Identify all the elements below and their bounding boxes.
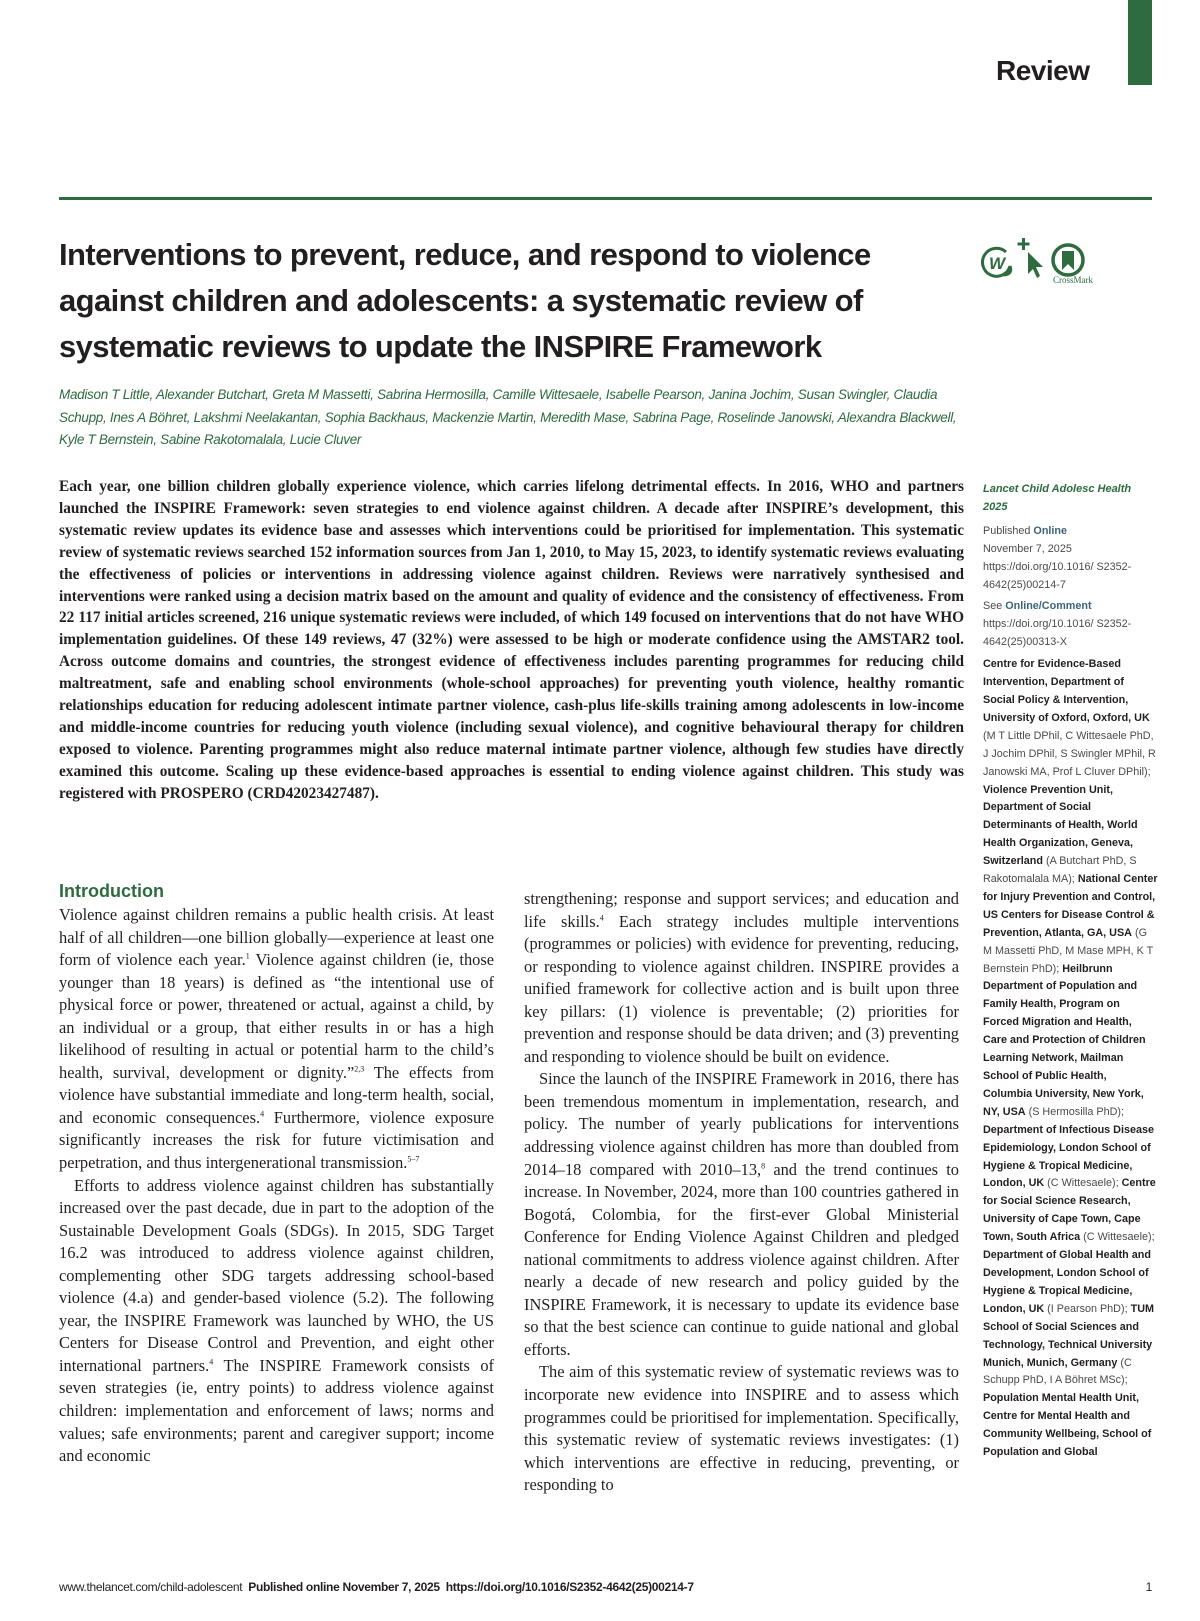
published-date: November 7, 2025 <box>983 542 1072 555</box>
publication-info: Published Online November 7, 2025 https://doi.org/10.1016/ S2352-4642(25)00214-7 <box>983 524 1132 591</box>
journal-url[interactable]: www.thelancet.com/child-adolescent <box>59 1580 243 1594</box>
section-heading-introduction: Introduction <box>59 881 164 901</box>
crossmark-label[interactable]: CrossMark <box>1053 275 1093 285</box>
paragraph: Since the launch of the INSPIRE Framework in 2016, there has been tremendous momentum in implementation, research, and policy. The number of yearly publications for interventions addressing violence against children has more than doubled from 2014–18 compared with 2010–13,$^8$ and the trend continues to increase. In November, 2024, more than 100 countries gathered in Bogotá, Colombia, for the first-ever Global Ministerial Conference for Ending Violence Against Children and pledged national commitments to address violence against children. After nearly a decade of new research and policy guided by the INSPIRE Framework, it is necessary to update its evidence base so that the best science can continue to guide national and global efforts. <box>524 1069 959 1359</box>
svg-text:W: W <box>989 254 1006 273</box>
footer-doi[interactable]: https://doi.org/10.1016/S2352-4642(25)00214-7 <box>445 1580 694 1594</box>
crossmark-icon[interactable] <box>1050 242 1086 278</box>
paragraph: Efforts to address violence against children has substantially increased over the past decade, due in part to the adoption of the Sustainable Development Goals (SDGs). In 2015, SDG Target 16.2 was introduced to address violence against children, complementing other SDG targets addressing school-based violence (4.a) and gender-based violence (5.2). The following year, the INSPIRE Framework was launched by WHO, the US Centers for Disease Control and Prevention, and eight other international partners.$^4$ The INSPIRE Framework consists of seven strategies (ie, entry points) to address violence against children: implementation and enforcement of laws; norms and values; safe environments; parent and caregiver support; income and economic <box>59 1175 494 1466</box>
affiliations: Centre for Evidence-Based Intervention, Department of Social Policy & Intervention, University of Oxford, Oxford, UK (M T Little DPhil, C Wittesaele PhD, J Jochim DPhil, S Swingler MPhil, R Janowski MA, Prof L Cluver DPhil); Violence Prevention Unit, Department of Social Determinants of Health, World Health Organization, Geneva, Switzerland (A Butchart PhD, S Rakotomalala MA); National Center for Injury Prevention and Control, US Centers for Disease Control & Prevention, Atlanta, GA, USA (G M Massetti PhD, M Mase MPH, K T Bernstein PhD); Heilbrunn Department of Population and Family Health, Program on Forced Migration and Health, Care and Protection of Children Learning Network, Mailman School of Public Health, Columbia University, New York, NY, USA (S Hermosilla PhD); Department of Infectious Disease Epidemiology, London School of Hygiene & Tropical Medicine, London, UK (C Wittesaele); Centre for Social Science Research, University of Cape Town, Cape Town, South Africa (C Wittesaele); Department of Global Health and Development, London School of Hygiene & Tropical Medicine, London, UK (I Pearson PhD); TUM School of Social Sciences and Technology, Technical University Munich, Munich, Germany (C Schupp PhD, I A Böhret MSc); Population Mental Health Unit, Centre for Mental Health and Community Wellbeing, School of Population and Global <box>983 658 1158 1459</box>
author-list: Madison T Little, Alexander Butchart, Greta M Massetti, Sabrina Hermosilla, Camille Wittesaele, Isabelle Pearson, Janina Jochim, Susan Swingler, Claudia Schupp, Ines A Böhret, Lakshmi Neelakantan, Sophia Backhaus, Mackenzie Martin, Meredith Mase, Sabrina Page, Roselinde Janowski, Alexandra Blackwell, Kyle T Bernstein, Sabine Rakotomalala, Lucie Cluver <box>59 387 957 447</box>
published-online-link[interactable]: Online <box>1033 524 1068 537</box>
paragraph: The aim of this systematic review of systematic reviews was to incorporate new evidence into INSPIRE and to assess which programmes could be prioritised for implementation. Specifically, this systematic review of systematic reviews investigates: (1) which interventions are effective in reducing, preventing, or responding to <box>524 1362 959 1495</box>
plus-cursor-icon[interactable] <box>1016 238 1046 280</box>
page-number: 1 <box>1145 1580 1152 1594</box>
online-comment-link[interactable]: Online/Comment <box>1005 600 1092 613</box>
see-comment-info: See Online/Comment https://doi.org/10.1016/ S2352-4642(25)00313-X <box>983 600 1132 649</box>
article-doi[interactable]: https://doi.org/10.1016/ S2352-4642(25)00214-7 <box>983 560 1132 591</box>
paragraph: Violence against children remains a public health crisis. At least half of all children—one billion globally—experience at least one form of violence each year.$^1$ Violence against children (ie, those younger than 18 years) is defined as “the intentional use of physical force or power, threatened or actual, against a child, by an individual or a group, that either results in or has a high likelihood of resulting in actual or potential harm to the child’s health, survival, development or dignity.”$^{2,3}$ The effects from violence have substantial immediate and long-term health, social, and economic consequences.$^4$ Furthermore, violence exposure significantly increases the risk for future victimisation and perpetration, and thus intergenerational transmission.$^{5-7}$ <box>59 905 494 1173</box>
paragraph: strengthening; response and support services; and education and life skills.$^4$ Each strategy includes multiple interventions (programmes or policies) with evidence for preventing, reducing, or responding to violence against children. INSPIRE provides a unified framework for collective action and is built upon three key pillars: (1) violence is preventable; (2) priorities for prevention and response should be data driven; and (3) preventing and responding to violence should be built on evidence. <box>524 889 959 1066</box>
journal-citation: Lancet Child Adolesc Health 2025 <box>983 483 1132 513</box>
section-tab-marker <box>1128 0 1152 85</box>
comment-doi[interactable]: https://doi.org/10.1016/ S2352-4642(25)00313-X <box>983 618 1132 649</box>
abstract: Each year, one billion children globally experience violence, which carries lifelong detrimental effects. In 2016, WHO and partners launched the INSPIRE Framework: seven strategies to end violence against children. A decade after INSPIRE’s development, this systematic review updates its evidence base and assesses which interventions could be prioritised for implementation. This systematic review of systematic reviews searched 152 information sources from Jan 1, 2010, to May 15, 2023, to identify systematic reviews evaluating the effectiveness of policies or interventions in addressing violence against children. Reviews were narratively synthesised and interventions were ranked using a decision matrix based on the amount and quality of evidence and the consistency of effectiveness. From 22 117 initial articles screened, 216 unique systematic reviews were included, of which 149 focused on interventions that do not have WHO implementation guidelines. Of these 149 reviews, 47 (32%) were assessed to be high or moderate confidence using the AMSTAR2 tool. Across outcome domains and countries, the strongest evidence of effectiveness includes parenting programmes for reducing child maltreatment, safe and enabling school environments (whole-school approaches) for preventing youth violence, healthy romantic relationships education for reducing adolescent intimate partner violence, cash-plus life-skills training among adolescents in low-income and middle-income countries for reducing youth violence (including sexual violence), and cognitive behavioural therapy for children exposed to violence. Parenting programmes might also reduce maternal intimate partner violence, although few studies have directly examined this outcome. Scaling up these evidence-based approaches is essential to ending violence against children. This study was registered with PROSPERO (CRD42023427487). <box>59 478 964 802</box>
article-title: Interventions to prevent, reduce, and respond to violence against children and adolescents: a systematic review of systematic reviews to update the INSPIRE Framework <box>59 237 871 364</box>
footer-published: Published online November 7, 2025 <box>248 1580 440 1594</box>
body-column-middle <box>524 888 959 1497</box>
page-footer <box>59 1580 1152 1594</box>
section-label: Review <box>996 55 1090 86</box>
body-column-left <box>59 880 494 1468</box>
article-sidebar <box>983 481 1158 1466</box>
header-divider <box>59 197 1152 200</box>
open-access-w-icon[interactable] <box>980 244 1016 280</box>
